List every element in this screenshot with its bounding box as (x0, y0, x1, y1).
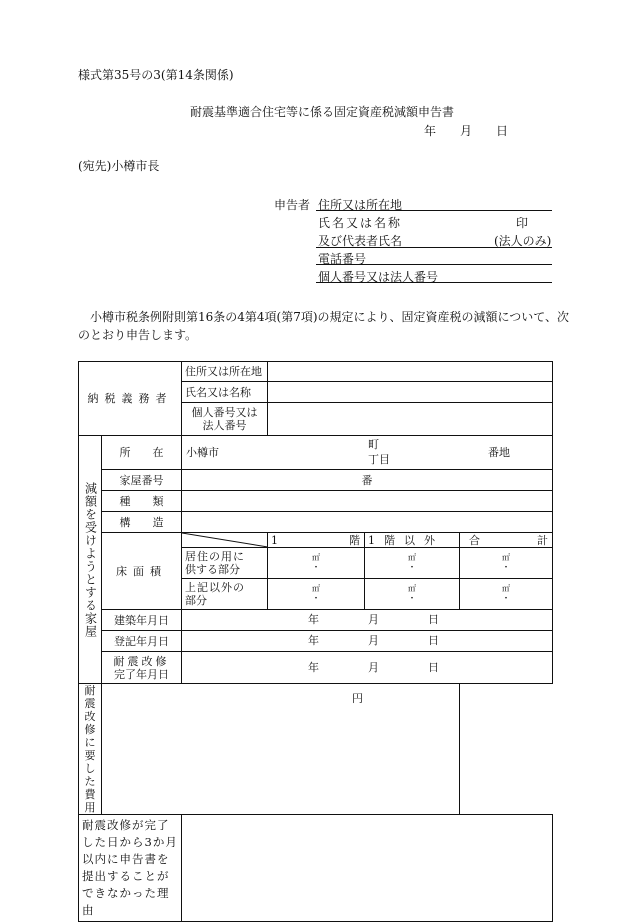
floor-area-diagonal-cell (182, 533, 268, 548)
representative-label: 及び代表者氏名 (318, 234, 403, 248)
cost-label: 耐震改修に 要した費用 (79, 684, 102, 815)
registered-date-field[interactable]: 年 月 日 (182, 631, 553, 652)
col-other-header: 1階以外 (365, 533, 460, 548)
date-day: 日 (496, 124, 509, 138)
location-city: 小樽市 (186, 446, 219, 459)
taxpayer-label: 納税義務者 (79, 362, 182, 436)
addressee: (宛先)小樽市長 (78, 159, 160, 173)
residential-1f-field[interactable]: ㎡ ・ (268, 548, 365, 579)
location-town: 町 (368, 438, 379, 451)
col-1f-header: 1 階 (268, 533, 365, 548)
residential-part-label: 居住の用に 供する部分 (182, 548, 268, 579)
other-1f-field[interactable]: ㎡ ・ (268, 579, 365, 610)
diagonal-line (182, 533, 268, 547)
late-reason-label: 耐震改修が完了した日から3か月以内に申告書を提出することができなかった理由 (79, 815, 182, 922)
tp-address-label: 住所又は所在地 (182, 362, 268, 382)
date-year: 年 (424, 124, 437, 138)
date-month: 月 (460, 124, 473, 138)
house-number-field[interactable] (182, 470, 553, 491)
house-label-cell (79, 436, 102, 684)
phone-label: 電話番号 (318, 252, 367, 266)
tp-address-field[interactable] (268, 362, 553, 382)
applicant-label: 申告者 (274, 198, 311, 212)
kind-field[interactable] (182, 491, 553, 512)
body-text-line-1: 小樽市税条例附則第16条の4第4項(第7項)の規定により、固定資産税の減額について、次 (90, 310, 570, 324)
location-field[interactable] (182, 436, 553, 470)
kind-label: 種 類 (102, 491, 182, 512)
cost-field[interactable] (102, 684, 460, 815)
tp-name-field[interactable] (268, 382, 553, 403)
location-banchi: 番地 (488, 446, 510, 459)
location-label: 所 在 (102, 436, 182, 470)
floor-area-label: 床面積 (102, 533, 182, 610)
built-date-field[interactable]: 年 月 日 (182, 610, 553, 631)
declaration-table (78, 361, 553, 922)
retrofit-date-label: 耐震改修 完了年月日 (102, 652, 182, 684)
structure-label: 構 造 (102, 512, 182, 533)
tp-id-label: 個人番号又は 法人番号 (182, 403, 268, 436)
tp-name-label: 氏名又は名称 (182, 382, 268, 403)
house-number-label: 家屋番号 (102, 470, 182, 491)
structure-field[interactable] (182, 512, 553, 533)
location-chome: 丁目 (368, 453, 390, 466)
registered-date-label: 登記年月日 (102, 631, 182, 652)
applicant-address-label: 住所又は所在地 (318, 198, 403, 212)
tp-id-field[interactable] (268, 403, 553, 436)
applicant-address-line (316, 210, 552, 211)
phone-line (316, 264, 552, 265)
residential-total-field[interactable]: ㎡ ・ (460, 548, 553, 579)
applicant-name-line (316, 247, 552, 248)
form-number: 様式第35号の3(第14条関係) (78, 68, 234, 82)
retrofit-date-field[interactable]: 年 月 日 (182, 652, 553, 684)
col-total-header: 合 計 (460, 533, 553, 548)
document-title: 耐震基準適合住宅等に係る固定資産税減額申告書 (190, 105, 455, 119)
built-date-label: 建築年月日 (102, 610, 182, 631)
other-part-label: 上記以外の 部分 (182, 579, 268, 610)
house-label: 減額を受けようとする家屋 (83, 481, 98, 638)
id-number-line (316, 282, 552, 283)
residential-other-field[interactable]: ㎡ ・ (365, 548, 460, 579)
yen-mark: 円 (352, 692, 363, 705)
other-other-field[interactable]: ㎡ ・ (365, 579, 460, 610)
body-text-line-2: のとおり申告します。 (78, 328, 198, 342)
id-number-label: 個人番号又は法人番号 (318, 270, 439, 284)
corp-only-note: (法人のみ) (494, 234, 552, 248)
seal-mark: 印 (516, 216, 529, 230)
other-total-field[interactable]: ㎡ ・ (460, 579, 553, 610)
ban-mark: 番 (361, 473, 373, 487)
late-reason-field[interactable] (182, 815, 553, 922)
applicant-name-label: 氏名又は名称 (318, 216, 403, 230)
